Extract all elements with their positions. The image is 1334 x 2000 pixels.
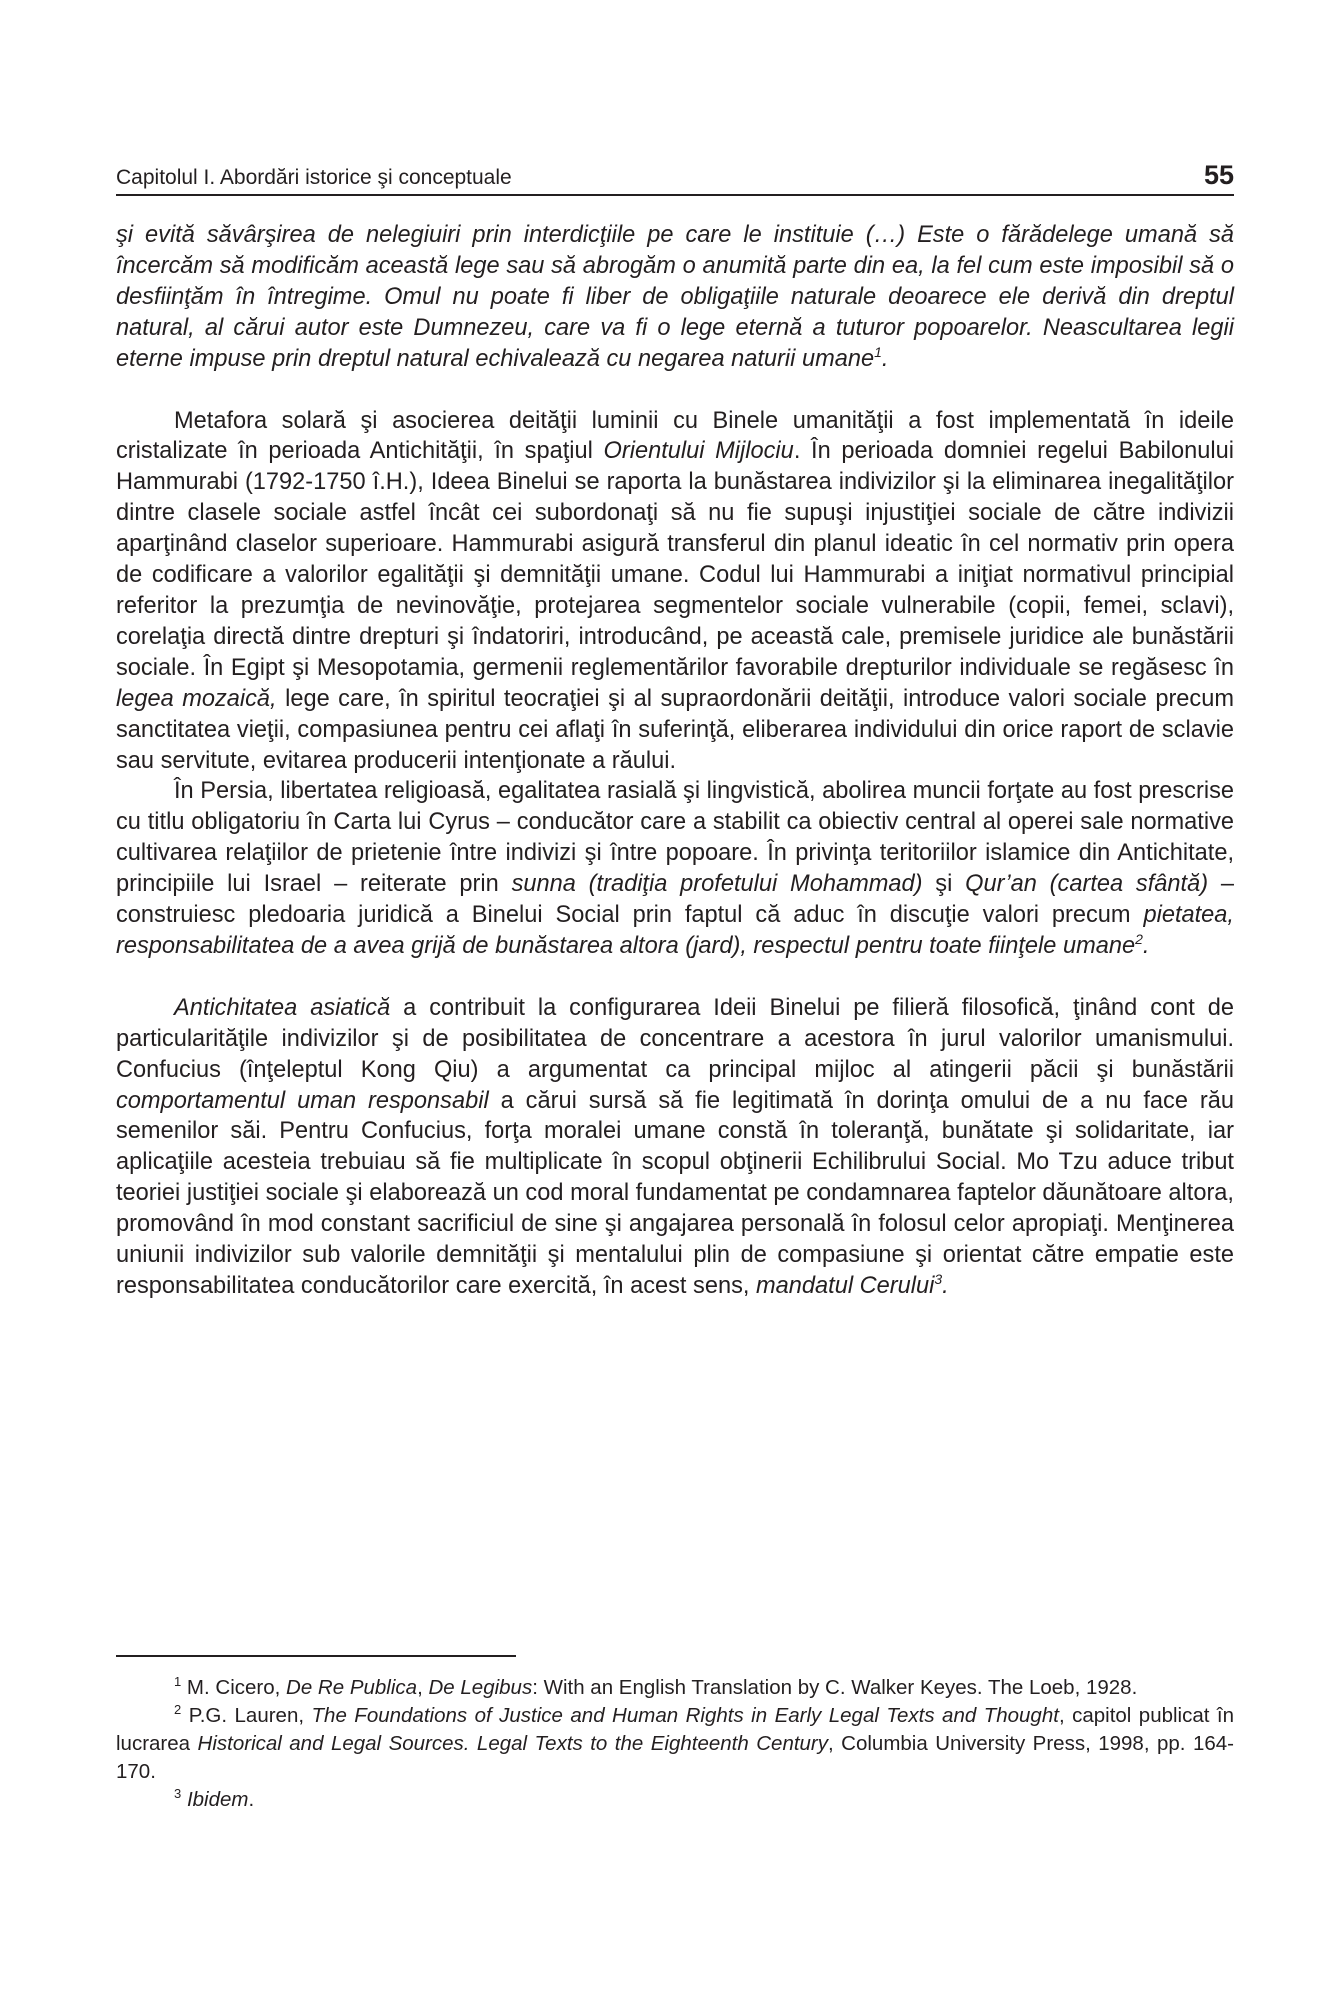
body-text [116,220,1234,1302]
footnote-1: $^1$ M. Cicero, De Re Publica, De Legibus: With an English Translation by C. Walker Keyes. The Loeb, 1928. [174,1674,1138,1699]
footnote-reference: 3 [174,1786,182,1801]
footnote-2: $^2$ P.G. Lauren, The Foundations of Justice and Human Rights in Early Legal Texts and Thought, capitol publicat în lucrarea Historical and Legal Sources. Legal Texts to the Eighteenth Century, Columbia University Press, 1998, pp. 164-170. [116,1702,1235,1783]
paragraph-hammurabi: Metafora solară şi asocierea deităţii luminii cu Binele umanităţii a fost implementată în ideile cristalizate în perioada Antichităţii, în spaţiul Orientului Mijlociu. În perioada domniei regelui Babilonului Hammurabi (1792-1750 î.H.), Ideea Binelui se raporta la bunăstarea indivizilor şi la eliminarea inegalităţilor dintre clasele sociale astfel încât cei subordonaţi să nu fie supuşi injustiţiei sociale de către indivizii aparţinând claselor superioare. Hammurabi asigură transferul din planul ideatic în cel normativ prin opera de codificare a valorilor egalităţii şi demnităţii umane. Codul lui Hammurabi a iniţiat normativul principial referitor la prezumţia de nevinovăţie, protejarea segmentelor sociale vulnerabile (copii, femei, sclavi), corelaţia directă dintre drepturi şi îndatoriri, introducând, pe această cale, premisele juridice ale bunăstării sociale. În Egipt şi Mesopotamia, germenii reglementărilor favorabile drepturilor individuale se regăsesc în legea mozaică, lege care, în spiritul teocraţiei şi al supraordonării deităţii, introduce valori sociale precum sanctitatea vieţii, compasiunea pentru cei aflaţi în suferinţă, eliberarea individului din orice raport de sclavie sau servitute, evitarea producerii intenţionate a răului. [116,407,1234,774]
paragraph-asian-antiquity: Antichitatea asiatică a contribuit la configurarea Ideii Binelui pe filieră filosofică, ţinând cont de particularităţile indivizilor şi de posibilitatea de concentrare a acestora în jurul valorilor umanismului. Confucius (înţeleptul Kong Qiu) a argumentat ca principal mijloc al atingerii păcii şi bunăstării comportamentul uman responsabil a cărui sursă să fie legitimată în dorinţa omului de a nu face rău semenilor săi. Pentru Confucius, forţa moralei umane constă în toleranţă, bunătate şi solidaritate, iar aplicaţiile acesteia trebuiau să fie multiplicate în scopul obţinerii Echilibrului Social. Mo Tzu aduce tribut teoriei justiţiei sociale şi elaborează un cod moral fundamentat pe condamnarea faptelor dăunătoare altora, promovând în mod constant sacrificiul de sine şi angajarea personală în folosul celor apropiaţi. Menţinerea uniunii indivizilor sub valorile demnităţii şi mentalului plin de compasiune şi orientat către empatie este responsabilitatea conducătorilor care exercită, în acest sens, mandatul Cerului$^3$. [116,994,1234,1299]
page-number: 55 [1203,160,1234,190]
footnote-reference: 3 [934,1271,943,1287]
footnotes [116,1674,1234,1814]
footnote-reference: 2 [174,1702,182,1717]
footnote-reference: 1 [174,1674,182,1689]
paragraph-persia: În Persia, libertatea religioasă, egalitatea rasială şi lingvistică, abolirea muncii forţate au fost prescrise cu titlu obligatoriu în Carta lui Cyrus – conducător care a stabilit ca obiectiv central al operei sale normative cultivarea relaţiilor de prietenie între indivizi şi între popoare. În privinţa teritoriilor islamice din Antichitate, principiile lui Israel – reiterate prin sunna (tradiţia profetului Mohammad) şi Qur’an (cartea sfântă) – construiesc pledoaria juridică a Binelui Social prin faptul că aduc în discuţie valori precum pietatea, responsabilitatea de a avea grijă de bunăstarea altora (jard), respectul pentru toate fiinţele umane$^2$. [116,778,1235,959]
footnote-reference: 2 [1135,930,1143,947]
footnote-3: $^3$ Ibidem. [174,1786,255,1811]
chapter-title: Capitolul I. Abordări istorice şi conceptuale [116,166,512,189]
running-header [116,160,1234,196]
paragraph-quote-continuation: şi evită săvârşirea de nelegiuiri prin interdicţiile pe care le instituie (…) Este o fărădelege umană să încercăm să modificăm această lege sau să abrogăm o anumită parte din ea, la fel cum este imposibil să o desfiinţăm în întregime. Omul nu poate fi liber de obligaţiile naturale deoarece ele derivă din dreptul natural, al cărui autor este Dumnezeu, care va fi o lege eternă a tuturor popoarelor. Neascultarea legii eterne impuse prin dreptul natural echivalează cu negarea naturii umane$^1$. [116,222,1234,372]
footnote-separator [116,1655,516,1657]
footnote-reference: 1 [874,343,882,360]
